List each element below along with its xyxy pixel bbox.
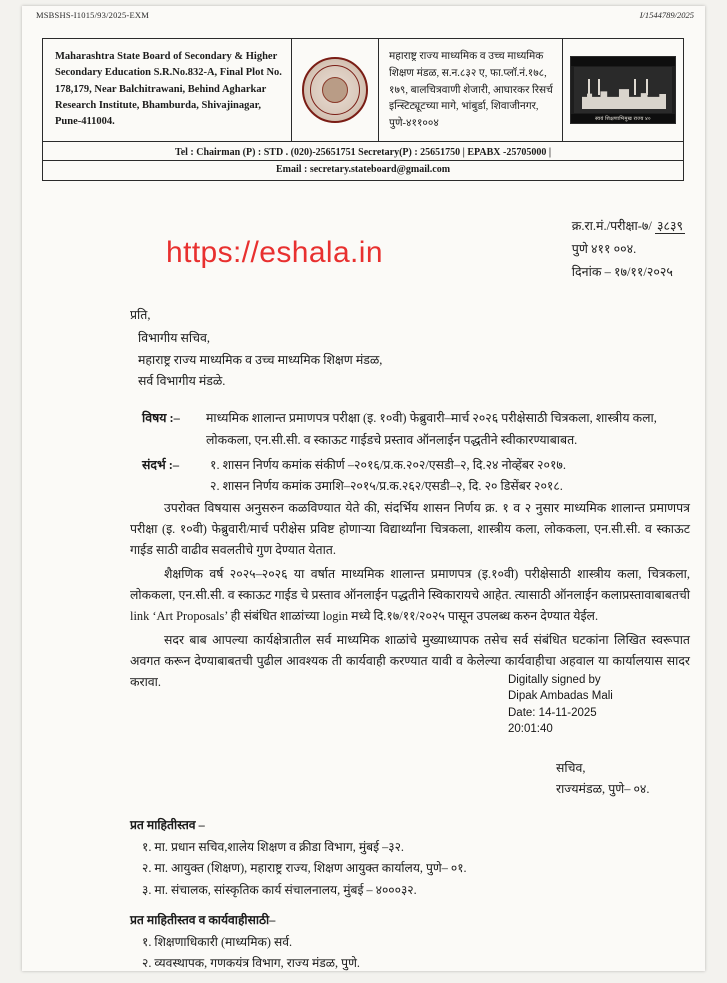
signature-line-2: Dipak Ambadas Mali xyxy=(508,690,613,703)
body-paragraph-1: उपरोक्त विषयास अनुसरुन कळविण्यात येते की, संदर्भिय शासन निर्णय क्र. १ व २ नुसार माध्यमिक शालान्त प्रमाणपत्र परीक्षा (इ. १०वी) फेब्रुवारी/मार्च परीक्षेस प्रविष्ट होणाऱ्या विद्यार्थ्यांना चित्रकला, शास्त्रीय कला, लोककला, एन.सी.सी. व स्काऊट गाईड साठी वाढीव सवलतीचे गुण देण्यात येतात. xyxy=(130,500,690,558)
reference-date-line xyxy=(572,261,685,284)
subject-label: विषय :– xyxy=(142,411,180,426)
watermark-text: https://eshala.in xyxy=(166,236,383,269)
signature-line-4: 20:01:40 xyxy=(508,722,553,735)
signature-line-1: Digitally signed by xyxy=(508,674,601,686)
list-item: १. शिक्षणाधिकारी (माध्यमिक) सर्व. xyxy=(142,934,293,949)
copies-heading-2: प्रत माहितीस्तव व कार्यवाहीसाठी– xyxy=(130,912,276,927)
copies-list-1 xyxy=(130,837,690,902)
list-item: ३. मा. संचालक, सांस्कृतिक कार्य संचालनालय, मुंबई – ४०००३२. xyxy=(142,883,417,898)
references-block xyxy=(130,455,690,498)
body-paragraph-2: शैक्षणिक वर्ष २०२५–२०२६ या वर्षात माध्यमिक शालान्त प्रमाणपत्र (इ.१०वी) परीक्षेसाठी शास्त्रीय कला, चित्रकला, लोककला, एन.सी.सी. व स्काऊट गाईड चे प्रस्ताव ऑनलाईन पद्धतीने स्विकारायचे आहेत. त्यासाठी ऑनलाईन कलाप्रस्तावाबाबतची link ‘Art Proposals’ ही संबंधित शाळांच्या login मध्ये दि.१७/११/२०२५ पासून उपलब्ध करुन देण्यात येईल. xyxy=(130,566,690,624)
reference-number-label: क्र.रा.मं./परीक्षा-७/ xyxy=(571,219,652,233)
letter-body xyxy=(130,305,690,696)
copies-section xyxy=(130,815,690,975)
reference-city: पुणे ४११ ००४. xyxy=(571,242,637,257)
reference-number-line xyxy=(572,215,685,238)
reference-item: २. शासन निर्णय कमांक उमाशि–२०१५/प्र.क.२६२/एसडी–२, दि. २० डिसेंबर २०१८. xyxy=(210,479,563,494)
subject-text: माध्यमिक शालान्त प्रमाणपत्र परीक्षा (इ. १०वी) फेब्रुवारी–मार्च २०२६ परीक्षेसाठी चित्रकला, शास्त्रीय कला, लोककला, एन.सी.सी. व स्काऊट गाईडचे प्रस्ताव ऑनलाईन पद्धतीने स्वीकारण्याबाबत. xyxy=(206,411,657,447)
subject-block xyxy=(130,408,690,451)
contact-phone-line: Tel : Chairman (P) : STD . (020)-25651751 Secretary(P) : 25651750 | EPABX -25705000 | xyxy=(43,142,683,161)
marathi-address: महाराष्ट्र राज्य माध्यमिक व उच्च माध्यमिक शिक्षण मंडळ, स.न.८३२ ए, फा.प्लॉ.नं.१७८, १७९, बालचित्रवाणी शेजारी, आघारकर रिसर्च इन्स्टिट्यूटच्या मागे, भांबुर्डा, शिवाजीनगर, पुणे-४११००४ xyxy=(379,39,563,141)
letterhead-box xyxy=(42,38,684,181)
english-address: Maharashtra State Board of Secondary & Higher Secondary Education S.R.No.832-A, Final Plot No. 178,179, Near Balchitrawani, Behind Agharkar Research Institute, Bhamburda, Shivajinagar, Pune-411004. xyxy=(43,39,292,141)
addressee-line-1: विभागीय सचिव, xyxy=(138,331,210,346)
board-seal-cell xyxy=(292,39,379,141)
addressee-line-2: महाराष्ट्र राज्य माध्यमिक व उच्च माध्यमिक शिक्षण मंडळ, xyxy=(138,352,383,367)
addressee-block xyxy=(130,305,690,392)
fort-emblem-icon xyxy=(570,56,676,124)
digital-signature-block xyxy=(508,672,613,737)
list-item: २. मा. आयुक्त (शिक्षण), महाराष्ट्र राज्य, शिक्षण आयुक्त कार्यालय, पुणे– ०१. xyxy=(142,861,467,876)
file-reference-left: MSBSHS-I1015/93/2025-EXM xyxy=(36,10,149,20)
designation-line-1: सचिव, xyxy=(556,761,586,775)
designation-block xyxy=(556,758,649,800)
references-label: संदर्भ :– xyxy=(142,457,180,472)
emblem-cell xyxy=(563,39,683,141)
reference-item: १. शासन निर्णय कमांक संकीर्ण –२०१६/प्र.क.२०२/एसडी–२, दि.२४ नोव्हेंबर २०१७. xyxy=(210,457,566,472)
reference-number-value: ३८३९ xyxy=(656,219,683,233)
emblem-caption: स्वयं शिक्षणाभिमुख राज्य ४० xyxy=(595,116,651,122)
list-item: १. मा. प्रधान सचिव,शालेय शिक्षण व क्रीडा विभाग, मुंबई –३२. xyxy=(142,839,404,854)
body-paragraph-3: सदर बाब आपल्या कार्यक्षेत्रातील सर्व माध्यमिक शाळांचे मुख्याध्यापक तसेच सर्व संबंधित घटकांना लिखित स्वरूपात अवगत करून देण्याबाबतची पुढील आवश्यक ती कार्यवाही करण्यात यावी व केलेल्या कार्यवाहीचा अहवाल या कार्यालयास सादर करावा. xyxy=(130,632,690,690)
reference-date-label: दिनांक – xyxy=(571,265,611,280)
letterhead-main-row xyxy=(43,39,683,142)
designation-line-2: राज्यमंडळ, पुणे– ०४. xyxy=(556,782,650,797)
copies-list-2 xyxy=(130,932,690,975)
signature-line-3: Date: 14-11-2025 xyxy=(508,706,597,719)
reference-block xyxy=(572,215,685,284)
file-reference-right: I/1544789/2025 xyxy=(639,10,694,20)
contact-email-line: Email : secretary.stateboard@gmail.com xyxy=(275,163,451,175)
header-bar xyxy=(36,10,694,20)
reference-date-value: १७/११/२०२५ xyxy=(613,265,673,280)
board-seal-icon xyxy=(302,57,368,123)
addressee-line-3: सर्व विभागीय मंडळे. xyxy=(138,373,226,388)
references-list xyxy=(206,455,690,498)
salutation-to: प्रति, xyxy=(130,308,151,322)
copies-heading-1: प्रत माहितीस्तव – xyxy=(130,818,205,832)
list-item: २. व्यवस्थापक, गणकयंत्र विभाग, राज्य मंडळ, पुणे. xyxy=(142,956,360,971)
